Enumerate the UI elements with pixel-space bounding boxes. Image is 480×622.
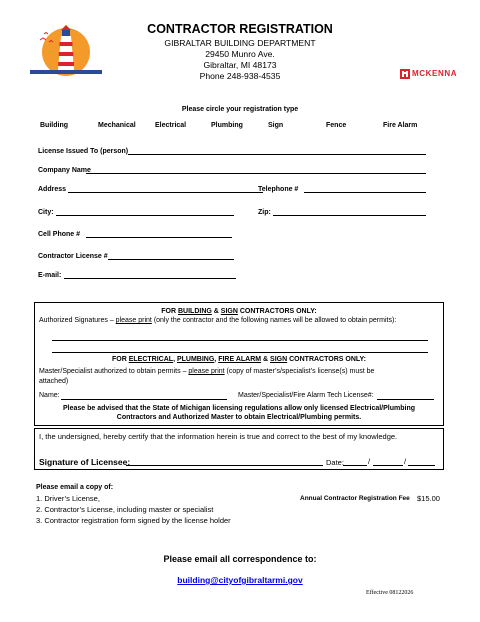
phone-number: Phone 248-938-4535 bbox=[199, 71, 281, 81]
license-issued-to-field[interactable] bbox=[128, 154, 426, 155]
please-print-text: please print bbox=[188, 368, 225, 375]
email-copy-item: 1. Driver’s License, bbox=[36, 494, 100, 503]
date-slash: / bbox=[368, 457, 371, 466]
heading-text: & bbox=[261, 356, 271, 363]
date-label: Date: bbox=[326, 458, 344, 467]
address-line-1: 29450 Munro Ave. bbox=[205, 49, 275, 59]
contractor-license-label: Contractor License # bbox=[38, 253, 108, 260]
heading-text: FOR bbox=[161, 308, 178, 315]
company-name-field[interactable] bbox=[86, 173, 426, 174]
date-year-field[interactable] bbox=[408, 465, 435, 466]
heading-text: FOR bbox=[111, 356, 129, 363]
mckenna-logo bbox=[400, 68, 458, 80]
cell-phone-field[interactable] bbox=[86, 237, 232, 238]
cell-phone-label: Cell Phone # bbox=[38, 231, 81, 238]
authorized-signatures-text bbox=[39, 317, 396, 324]
registration-type-instruction: Please circle your registration type bbox=[181, 106, 299, 113]
department-name: GIBRALTAR BUILDING DEPARTMENT bbox=[164, 38, 316, 48]
form-title: CONTRACTOR REGISTRATION bbox=[147, 22, 333, 36]
heading-text: , bbox=[214, 356, 219, 363]
certification-text: I, the undersigned, hereby certify that the information herein is true and correct to the best of my knowledge. bbox=[39, 432, 398, 441]
correspondence-email-wrapper bbox=[0, 570, 480, 588]
address-label: Address bbox=[38, 186, 67, 193]
heading-text: CONTRACTORS ONLY: bbox=[237, 308, 317, 315]
instruction-text: (only the contractor and the following names will be allowed to obtain permits): bbox=[151, 317, 397, 324]
authorized-signature-line-2[interactable] bbox=[52, 352, 428, 353]
instruction-text: Master/Specialist authorized to obtain permits – bbox=[39, 368, 189, 375]
please-print-text: please print bbox=[115, 317, 152, 324]
license-issued-to-label: License Issued To (person) bbox=[38, 148, 129, 155]
heading-building: BUILDING bbox=[177, 308, 212, 315]
zip-label: Zip: bbox=[258, 209, 271, 216]
date-day-field[interactable] bbox=[373, 465, 403, 466]
mckenna-wordmark: MCKENNA bbox=[412, 69, 458, 78]
city-field[interactable] bbox=[56, 215, 234, 216]
city-label: City: bbox=[38, 209, 54, 216]
email-copy-item: 2. Contractor’s License, including master or specialist bbox=[36, 505, 214, 514]
building-sign-heading bbox=[34, 308, 444, 315]
correspondence-email-link[interactable]: building@cityofgibraltarmi.gov bbox=[177, 575, 303, 585]
company-name-label: Company Name bbox=[38, 167, 91, 174]
date-slash: / bbox=[404, 457, 407, 466]
zip-field[interactable] bbox=[273, 215, 426, 216]
heading-text: & bbox=[211, 308, 221, 315]
reg-type-electrical[interactable]: Electrical bbox=[155, 122, 187, 129]
licensing-notice-line1: Please be advised that the State of Michigan licensing regulations allow only licensed Electrical/Plumbing bbox=[62, 405, 416, 412]
master-license-field[interactable] bbox=[377, 399, 434, 400]
reg-type-plumbing[interactable]: Plumbing bbox=[211, 122, 243, 129]
reg-type-fire-alarm[interactable]: Fire Alarm bbox=[383, 122, 418, 129]
master-name-field[interactable] bbox=[61, 399, 227, 400]
date-month-field[interactable] bbox=[343, 465, 367, 466]
reg-type-sign[interactable]: Sign bbox=[268, 122, 284, 129]
reg-type-fence[interactable]: Fence bbox=[326, 122, 347, 129]
heading-electrical: ELECTRICAL bbox=[128, 356, 174, 363]
address-field[interactable] bbox=[68, 192, 263, 193]
heading-fire-alarm: FIRE ALARM bbox=[218, 356, 262, 363]
master-specialist-text bbox=[39, 368, 374, 375]
heading-plumbing: PLUMBING bbox=[176, 356, 215, 363]
authorized-signature-line-1[interactable] bbox=[52, 340, 428, 341]
correspondence-heading: Please email all correspondence to: bbox=[163, 554, 317, 564]
instruction-text: (copy of master’s/specialist’s license(s) must be bbox=[224, 368, 375, 375]
heading-sign: SIGN bbox=[270, 356, 288, 363]
heading-text: CONTRACTORS ONLY: bbox=[287, 356, 366, 363]
heading-sign: SIGN bbox=[220, 308, 238, 315]
mckenna-mark-icon bbox=[400, 69, 410, 79]
signature-label: Signature of Licensee: bbox=[39, 457, 131, 467]
annual-fee-value: $15.00 bbox=[417, 494, 440, 503]
address-line-2: Gibraltar, MI 48173 bbox=[203, 60, 277, 70]
master-name-label: Name: bbox=[39, 392, 60, 399]
electrical-heading bbox=[34, 356, 444, 363]
email-copy-heading: Please email a copy of: bbox=[36, 484, 114, 491]
effective-date: Effective 08122026 bbox=[366, 590, 414, 596]
contractor-license-field[interactable] bbox=[108, 259, 234, 260]
instruction-text: Authorized Signatures – bbox=[39, 317, 116, 324]
reg-type-building[interactable]: Building bbox=[40, 122, 68, 129]
telephone-label: Telephone # bbox=[258, 186, 299, 193]
annual-fee-label: Annual Contractor Registration Fee bbox=[300, 495, 410, 502]
email-field[interactable] bbox=[64, 278, 236, 279]
email-label: E-mail: bbox=[38, 272, 62, 279]
licensing-notice-line2: Contractors and Authorized Master to obtain Electrical/Plumbing permits. bbox=[116, 414, 362, 421]
master-specialist-text-line2: attached) bbox=[39, 378, 69, 385]
master-license-label: Master/Specialist/Fire Alarm Tech License#: bbox=[238, 392, 374, 399]
heading-text: , bbox=[173, 356, 177, 363]
telephone-field[interactable] bbox=[304, 192, 426, 193]
reg-type-mechanical[interactable]: Mechanical bbox=[98, 122, 136, 129]
signature-field[interactable] bbox=[126, 465, 323, 466]
email-copy-item: 3. Contractor registration form signed by the license holder bbox=[36, 516, 231, 525]
